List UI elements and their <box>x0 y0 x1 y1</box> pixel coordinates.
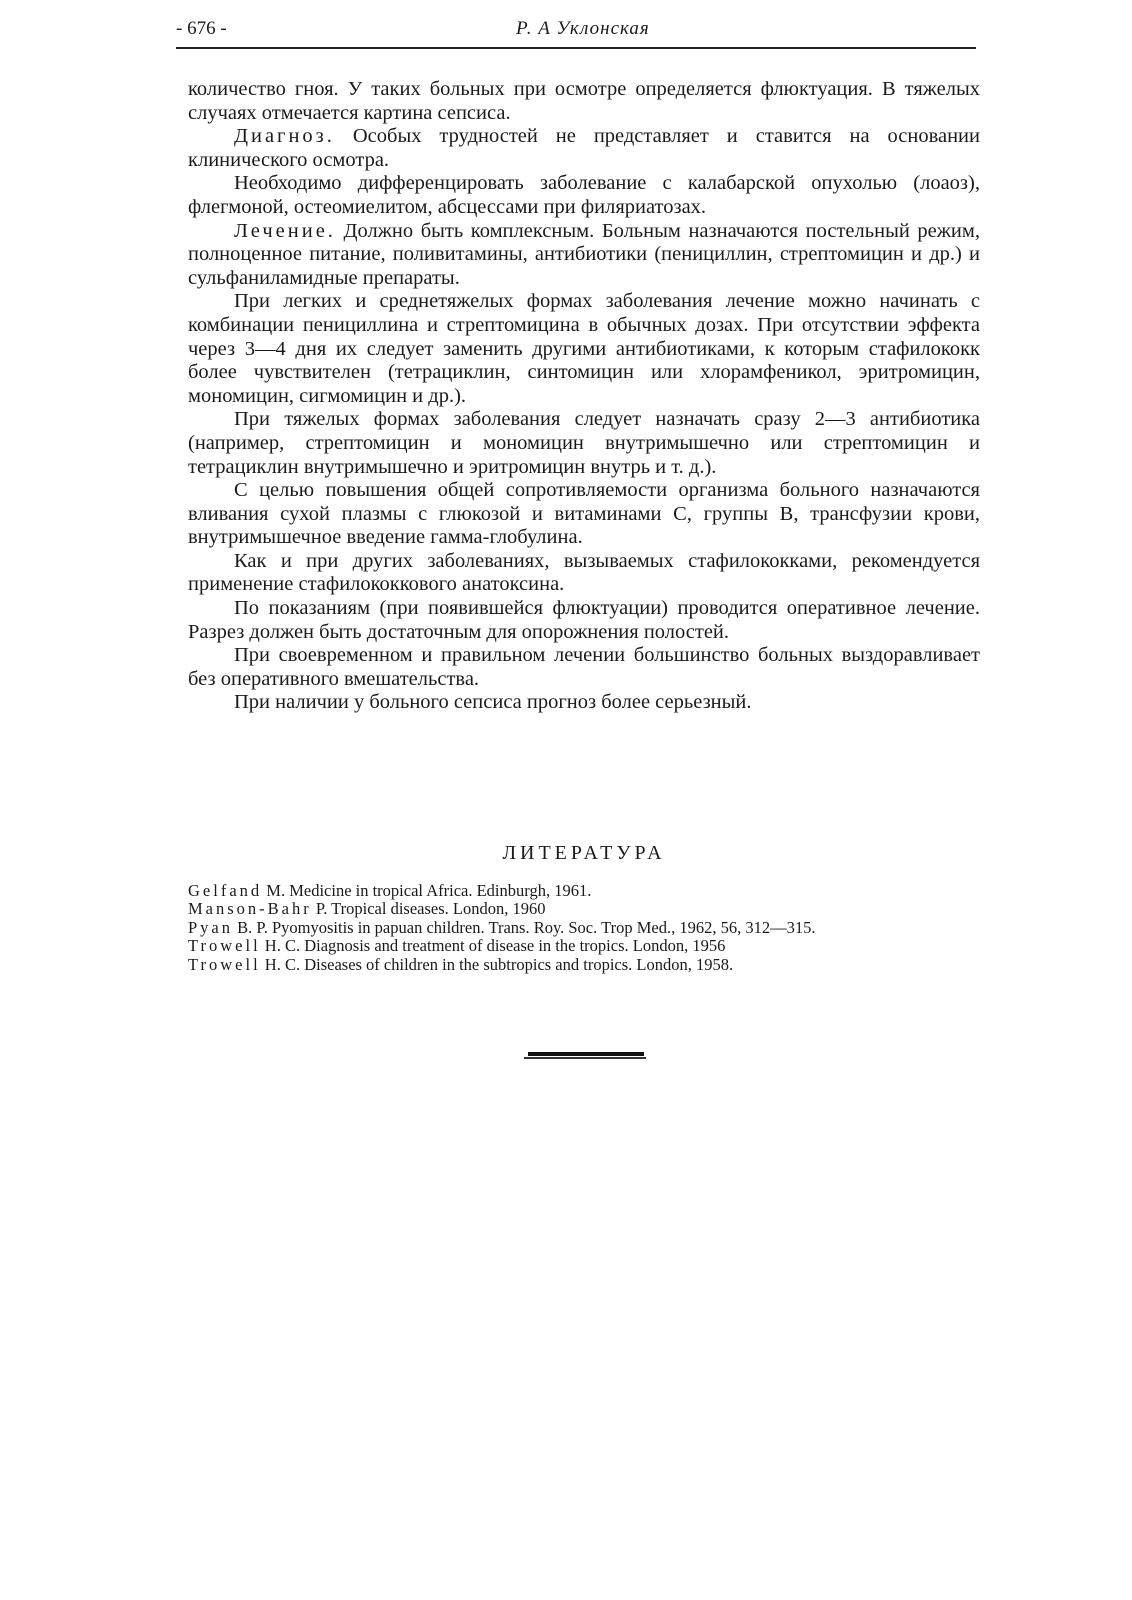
paragraph-severe-forms: При тяжелых формах заболевания следует назначать сразу 2—3 антибиотика (например, стрептомицин и мономицин внутримышечно или стрептомицин и тетрациклин внутримышечно и эритромицин внутрь и т. д.). <box>188 408 980 478</box>
running-head: Р. А Уклонская <box>516 18 650 39</box>
paragraph-anatoxin: Как и при других заболеваниях, вызываемых стафилококками, рекомендуется применение стафилококкового анатоксина. <box>188 549 980 596</box>
reference-item <box>188 882 980 900</box>
section-lead-treatment: Лечение. <box>234 219 336 242</box>
reference-item <box>188 956 980 974</box>
page-number: - 676 - <box>176 18 227 39</box>
reference-item <box>188 900 980 918</box>
reference-author: Manson-Bahr <box>188 899 312 919</box>
paragraph-treatment-text: Должно быть комплексным. Больным назначаются постельный режим, полноценное питание, поливитамины, антибиотики (пенициллин, стрептомицин и др.) и сульфаниламидные препараты. <box>188 219 980 289</box>
reference-list <box>188 882 980 974</box>
paragraph-recovery: При своевременном и правильном лечении большинство больных выздоравливает без оперативного вмешательства. <box>188 644 980 690</box>
section-lead-diagnosis: Диагноз. <box>234 125 335 148</box>
end-rule <box>528 1052 644 1056</box>
paragraph-diagnosis <box>188 125 980 172</box>
reference-author: Gelfand <box>188 881 263 900</box>
paragraph-differential: Необходимо дифференцировать заболевание с калабарской опухолью (лоаоз), флегмоной, остеомиелитом, абсцессами при филяриатозах. <box>188 172 980 218</box>
literature-heading: ЛИТЕРАТУРА <box>502 842 666 864</box>
reference-text: B. P. Pyomyositis in papuan children. Trans. Roy. Soc. Trop Med., 1962, 56, 312—315. <box>233 917 816 937</box>
reference-author: Trowell <box>188 936 261 956</box>
paragraph-surgery: По показаниям (при появившейся флюктуации) проводится оперативное лечение. Разрез должен быть достаточным для опорожнения полостей. <box>188 597 980 643</box>
reference-item <box>188 919 980 937</box>
reference-text: H. C. Diseases of children in the subtropics and tropics. London, 1958. <box>260 954 734 974</box>
paragraph-diagnosis-text: Особых трудностей не представляет и ставится на основании клинического осмотра. <box>188 125 980 171</box>
reference-author: Pyan <box>188 917 233 937</box>
page-header <box>176 18 976 48</box>
paragraph-mild-forms: При легких и среднетяжелых формах заболевания лечение можно начинать с комбинации пенициллина и стрептомицина в обычных дозах. При отсутствии эффекта через 3—4 дня их следует заменить другими антибиотиками, к которым стафилококк более чувствителен (тетрациклин, синтомицин или хлорамфеникол, эритромицин, мономицин, сигмомицин и др.). <box>188 290 980 407</box>
body-text <box>188 78 980 715</box>
header-rule <box>176 47 976 49</box>
paragraph-treatment <box>188 220 980 291</box>
end-rule-underline <box>524 1057 646 1059</box>
paragraph-resistance: С целью повышения общей сопротивляемости организма больного назначаются вливания сухой плазмы с глюкозой и витаминами С, группы В, трансфузии крови, внутримышечное введение гамма-глобулина. <box>188 479 980 549</box>
reference-text: M. Medicine in tropical Africa. Edinburgh, 1961. <box>262 881 592 900</box>
paragraph-prognosis: При наличии у больного сепсиса прогноз более серьезный. <box>234 691 752 714</box>
reference-text: P. Tropical diseases. London, 1960 <box>311 899 546 919</box>
reference-item <box>188 937 980 955</box>
reference-text: H. C. Diagnosis and treatment of disease in the tropics. London, 1956 <box>260 936 726 956</box>
reference-author: Trowell <box>188 954 261 974</box>
paragraph-1: количество гноя. У таких больных при осмотре определяется флюктуация. В тяжелых случаях отмечается картина сепсиса. <box>188 78 980 124</box>
